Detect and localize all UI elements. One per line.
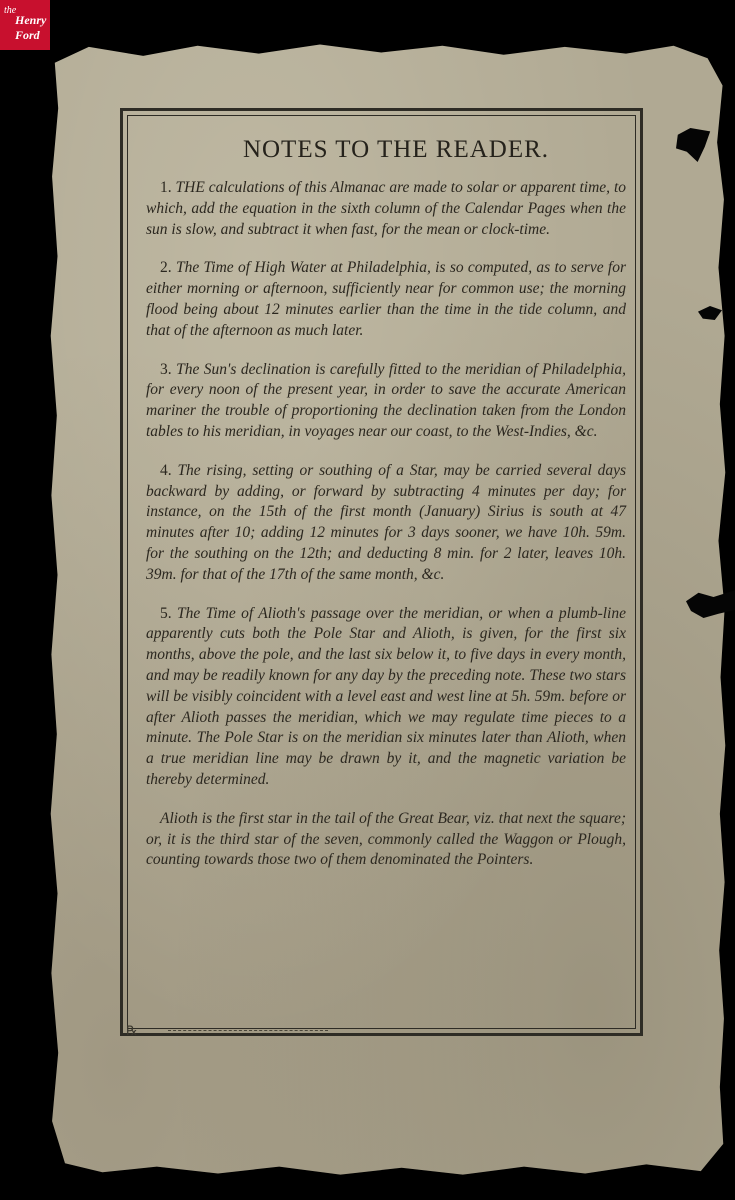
- note-paragraph-2: [146, 258, 626, 341]
- page-title: NOTES TO THE READER.: [242, 136, 550, 163]
- henry-ford-logo: [0, 0, 50, 50]
- note-paragraph-1: [146, 178, 626, 240]
- note-paragraph-3: [146, 360, 626, 443]
- note-paragraph-6: [146, 809, 626, 871]
- note-number: 4.: [160, 461, 172, 479]
- note-text: The Sun's declination is carefully fitted to the meridian of Philadelphia, for every noon of the present year, in order to save the accurate American mariner the trouble of proportioning the declination taken from the London tables to his meridian, in voyages near our coast, to the West-Indies, &c.: [146, 360, 626, 440]
- footer-rule: [168, 1030, 328, 1031]
- note-paragraph-5: [146, 604, 626, 791]
- note-number: 1.: [160, 179, 172, 196]
- printer-mark-icon: ℞: [126, 1023, 138, 1038]
- logo-line-3: Ford: [15, 28, 40, 42]
- note-number: 2.: [160, 259, 172, 277]
- notes-content: [146, 132, 626, 889]
- logo-line-1: the: [4, 5, 17, 16]
- note-text: The Time of High Water at Philadelphia, is so computed, as to serve for either morning or afternoon, sufficiently near for common use; the morning flood being about 12 minutes earlier than the time in the tide column, and that of the afternoon as much later.: [146, 259, 627, 339]
- note-paragraph-4: [146, 461, 626, 586]
- logo-line-2: Henry: [15, 13, 47, 27]
- note-number: 3.: [160, 360, 172, 378]
- note-number: 5.: [160, 604, 172, 622]
- note-text: THE calculations of this Almanac are made to solar or apparent time, to which, add the equation in the sixth column of the Calendar Pages when the sun is slow, and subtract it when fast, for the mean or clock-time.: [146, 179, 627, 238]
- note-text: Alioth is the first star in the tail of the Great Bear, viz. that next the square; or, it is the third star of the seven, commonly called the Waggon or Plough, counting towards those two of them denominated the Pointers.: [146, 809, 626, 869]
- note-text: The Time of Alioth's passage over the meridian, or when a plumb-line apparently cuts both the Pole Star and Alioth, is given, for the first six months, above the pole, and the last six below it, to five days in every month, and may be readily known for any day by the preceding note. These two stars will be visibly coincident with a level east and west line at 5h. 59m. before or after Alioth passes the meridian, which we may regulate time pieces to a minute. The Pole Star is on the meridian six minutes later than Alioth, when a true meridian line may be drawn by it, and the magnetic variation be thereby determined.: [146, 604, 626, 788]
- note-text: The rising, setting or southing of a Star, may be carried several days backward by adding, or forward by subtracting 4 minutes per day; for instance, on the 15th of the first month (January) Sirius is south at 47 minutes after 10; adding 12 minutes for 3 days sooner, we have 10h. 59m. for the southing on the 12th; and deducting 8 min. for 2 later, leaves 10h. 39m. for that of the 17th of the same month, &c.: [146, 461, 626, 583]
